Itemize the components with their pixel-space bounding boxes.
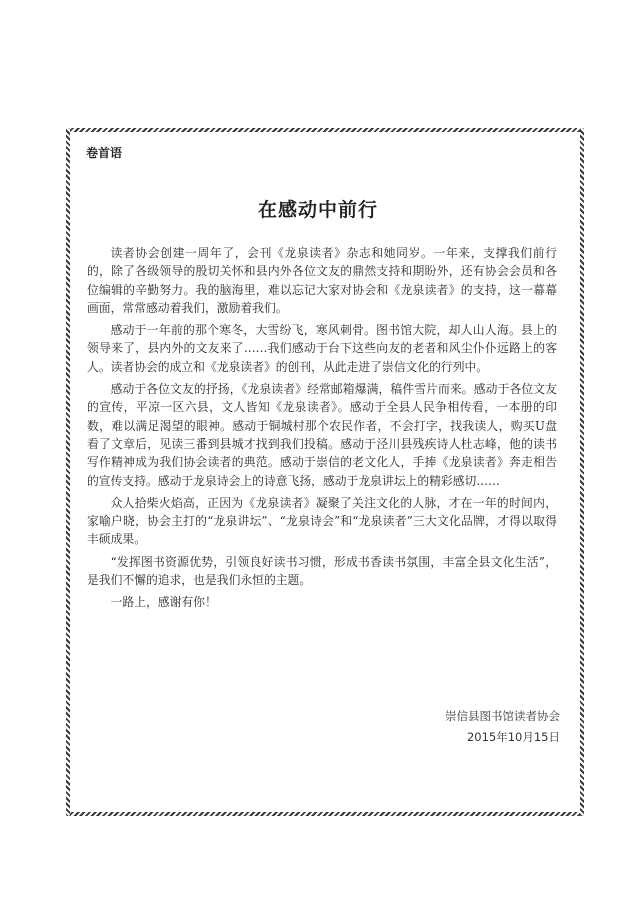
- page-title: 在感动中前行: [257, 199, 378, 221]
- signature-date: 2015年10月15日: [466, 730, 560, 744]
- article-body: [87, 244, 557, 616]
- frame-border-right: [580, 128, 584, 816]
- paragraph: 众人拾柴火焰高，正因为《龙泉读者》凝聚了关注文化的人脉，才在一年的时间内，家喻户晓，协会主打的“龙泉讲坛”、“龙泉诗会”和“龙泉读者”三大文化品牌，才得以取得丰硕成果。: [87, 495, 557, 547]
- frame-border-left: [66, 128, 70, 816]
- signature-org: 崇信县图书馆读者协会: [445, 709, 560, 723]
- frame-border-top: [66, 128, 584, 132]
- paragraph: 感动于一年前的那个寒冬，大雪纷飞，寒风刺骨。图书馆大院，却人山人海。县上的领导来了，县内外的文友来了……我们感动于台下这些向友的老者和风尘仆仆远路上的客人。读者协会的成立和《龙泉读者》的创刊，从此走进了崇信文化的行列中。: [87, 323, 557, 374]
- frame-border-bottom: [66, 812, 584, 816]
- paragraph: “发挥图书资源优势，引领良好读书习惯，形成书香读书氛围，丰富全县文化生活”，是我们不懈的追求，也是我们永恒的主题。: [87, 554, 557, 588]
- paragraph: 感动于各位文友的抒扬，《龙泉读者》经常邮箱爆满，稿件雪片而来。感动于各位文友的宣传，平凉一区六县，文人皆知《龙泉读者》。感动于全县人民争相传看，一本册的印数，难以满足渴望的眼神。感动于铜城村那个农民作者，不会打字，找我读人，购买U盘看了文章后，见读三番到县城才找到我们投稿。感动于泾川县残疾诗人杜志峰，他的读书写作精神成为我们协会读者的典范。感动于崇信的老文化人，手捧《龙泉读者》奔走相告的宣传支持。感动于龙泉诗会上的诗意飞扬，感动于龙泉讲坛上的精彩感切……: [87, 382, 557, 488]
- paragraph: 读者协会创建一周年了，会刊《龙泉读者》杂志和她同岁。一年来，支撑我们前行的，除了各级领导的殷切关怀和县内外各位文友的鼎然支持和期盼外，还有协会会员和各位编辑的辛勤努力。我的脑海里，难以忘记大家对协会和《龙泉读者》的支持，这一幕幕画面，常常感动着我们，激励着我们。: [87, 246, 557, 315]
- signature-block: [445, 706, 560, 748]
- section-label: 卷首语: [86, 146, 123, 160]
- paragraph: 一路上，感谢有你！: [110, 595, 217, 610]
